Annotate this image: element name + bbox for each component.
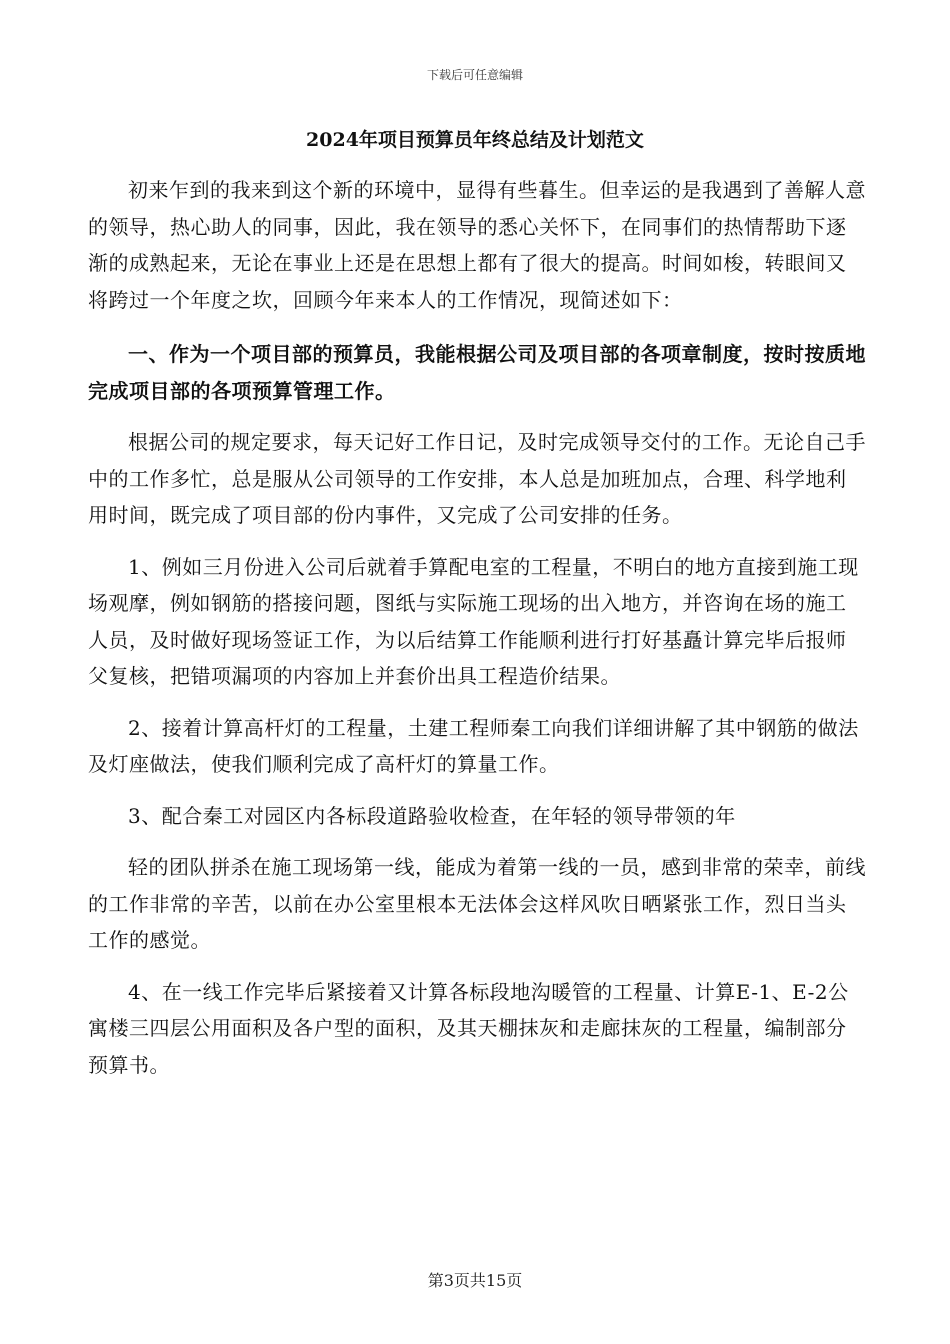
- list-item-3: 3、配合秦工对园区内各标段道路验收检查，在年轻的领导带领的年: [128, 803, 736, 828]
- body-paragraph-continued: 轻的团队拼杀在施工现场第一线，能成为着第一线的一员，感到非常的荣幸，前线的工作非常的辛苦，以前在办公室里根本无法体会这样风吹日晒紧张工作，烈日当头工作的感觉。: [88, 855, 866, 952]
- list-item-4: 4、在一线工作完毕后紧接着又计算各标段地沟暖管的工程量、计算E-1、E-2公寓楼三四层公用面积及各户型的面积，及其天棚抹灰和走廊抹灰的工程量，编制部分预算书。: [88, 979, 849, 1077]
- header-note: 下载后可任意编辑: [426, 68, 523, 82]
- document-body: [88, 172, 866, 1083]
- body-paragraph: 根据公司的规定要求，每天记好工作日记，及时完成领导交付的工作。无论自己手中的工作多忙，总是服从公司领导的工作安排，本人总是加班加点，合理、科学地利用时间，既完成了项目部的份内事件，又完成了公司安排的任务。: [88, 430, 866, 527]
- document-title: 2024年项目预算员年终总结及计划范文: [306, 129, 644, 151]
- list-item-2: 2、接着计算高杆灯的工程量，土建工程师秦工向我们详细讲解了其中钢筋的做法及灯座做法，使我们顺利完成了高杆灯的算量工作。: [88, 715, 859, 776]
- page-number-footer: 第3页共15页: [427, 1271, 523, 1290]
- list-item-1: 1、例如三月份进入公司后就着手算配电室的工程量，不明白的地方直接到施工现场观摩，例如钢筋的搭接问题，图纸与实际施工现场的出入地方，并咨询在场的施工人员，及时做好现场签证工作，为以后结算工作能顺利进行打好基矗计算完毕后报师父复核，把错项漏项的内容加上并套价出具工程造价结果。: [88, 554, 859, 688]
- intro-paragraph: 初来乍到的我来到这个新的环境中，显得有些暮生。但幸运的是我遇到了善解人意的领导，热心助人的同事，因此，我在领导的悉心关怀下，在同事们的热情帮助下逐渐的成熟起来，无论在事业上还是在思想上都有了很大的提高。时间如梭，转眼间又将跨过一个年度之坎，回顾今年来本人的工作情况，现简述如下：: [88, 178, 866, 312]
- section-heading-1: 一、作为一个项目部的预算员，我能根据公司及项目部的各项章制度，按时按质地完成项目部的各项预算管理工作。: [88, 342, 866, 403]
